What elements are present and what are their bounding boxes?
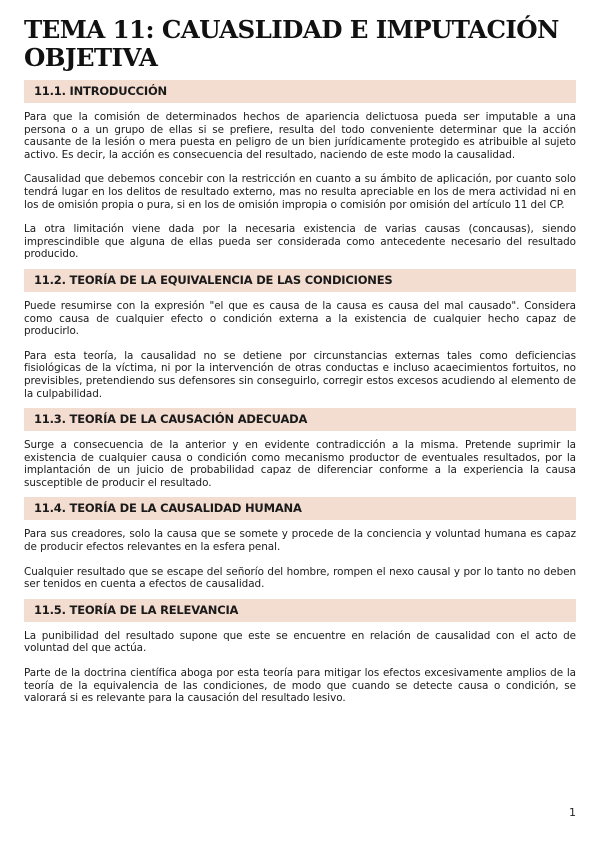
section-causalidad-humana — [24, 497, 576, 590]
paragraph: Parte de la doctrina científica aboga por esta teoría para mitigar los efectos excesivamente amplios de la teoría de la equivalencia de las condiciones, de modo que cuando se detecte causa o condición, se valorará si es relevante para la causación del resultado lesivo. — [24, 667, 576, 705]
paragraph: Cualquier resultado que se escape del señorío del hombre, rompen el nexo causal y por lo tanto no deben ser tenidos en cuenta a efectos de causalidad. — [24, 565, 576, 591]
paragraph: Para que la comisión de determinados hechos de apariencia delictuosa pueda ser imputable a una persona o a un grupo de ellas si se prefiere, resulta del todo conveniente determinar que la acción causante de la lesión o mera puesta en peligro de un bien jurídicamente protegido es atribuible al sujeto activo. Es decir, la acción es consecuencia del resultado, naciendo de este modo la causalidad. — [24, 111, 576, 161]
section-causacion-adecuada — [24, 408, 576, 489]
section-heading: 11.4. TEORÍA DE LA CAUSALIDAD HUMANA — [24, 497, 576, 520]
section-equivalencia — [24, 269, 576, 400]
paragraph: Surge a consecuencia de la anterior y en evidente contradicción a la misma. Pretende suprimir la existencia de cualquier causa o condición como mecanismo productor de eventuales resultados, por la implantación de un juicio de probabilidad capaz de diferenciar conforme a la experiencia la causa susceptible de producir el resultado. — [24, 439, 576, 489]
section-heading: 11.1. INTRODUCCIÓN — [24, 80, 576, 103]
section-heading: 11.3. TEORÍA DE LA CAUSACIÓN ADECUADA — [24, 408, 576, 431]
section-heading: 11.2. TEORÍA DE LA EQUIVALENCIA DE LAS CONDICIONES — [24, 269, 576, 292]
paragraph: Para esta teoría, la causalidad no se detiene por circunstancias externas tales como deficiencias fisiológicas de la víctima, ni por la intervención de otras conductas e incluso acaecimientos fortuitos, no previsibles, pretendiendo sus defensores sin conseguirlo, corregir estos excesos acudiendo al elemento de la culpabilidad. — [24, 349, 576, 400]
section-relevancia — [24, 599, 576, 705]
page-title: TEMA 11: CAUASLIDAD E IMPUTACIÓN OBJETIVA — [24, 15, 559, 72]
paragraph: Causalidad que debemos concebir con la restricción en cuanto a su ámbito de aplicación, por cuanto solo tendrá lugar en los delitos de resultado externo, mas no resulta apreciable en los de mera actividad ni en los de omisión propia o pura, si en los de omisión impropia o comisión por omisión del artículo 11 del CP. — [24, 173, 576, 211]
paragraph: La punibilidad del resultado supone que este se encuentre en relación de causalidad con el acto de voluntad del que actúa. — [24, 629, 576, 655]
document-page — [24, 16, 576, 705]
page-number: 1 — [569, 806, 576, 819]
section-heading: 11.5. TEORÍA DE LA RELEVANCIA — [24, 599, 576, 622]
paragraph: Para sus creadores, solo la causa que se somete y procede de la conciencia y voluntad humana es capaz de producir efectos relevantes en la esfera penal. — [24, 528, 576, 554]
section-introduccion — [24, 80, 576, 261]
paragraph: Puede resumirse con la expresión "el que es causa de la causa es causa del mal causado". Considera como causa de cualquier efecto o condición externa a la existencia de cualquier hecho capaz de producirlo. — [24, 299, 576, 338]
paragraph: La otra limitación viene dada por la necesaria existencia de varias causas (concausas), siendo imprescindible que alguna de ellas pueda ser considerada como antecedente necesario del resultado producido. — [24, 223, 576, 261]
